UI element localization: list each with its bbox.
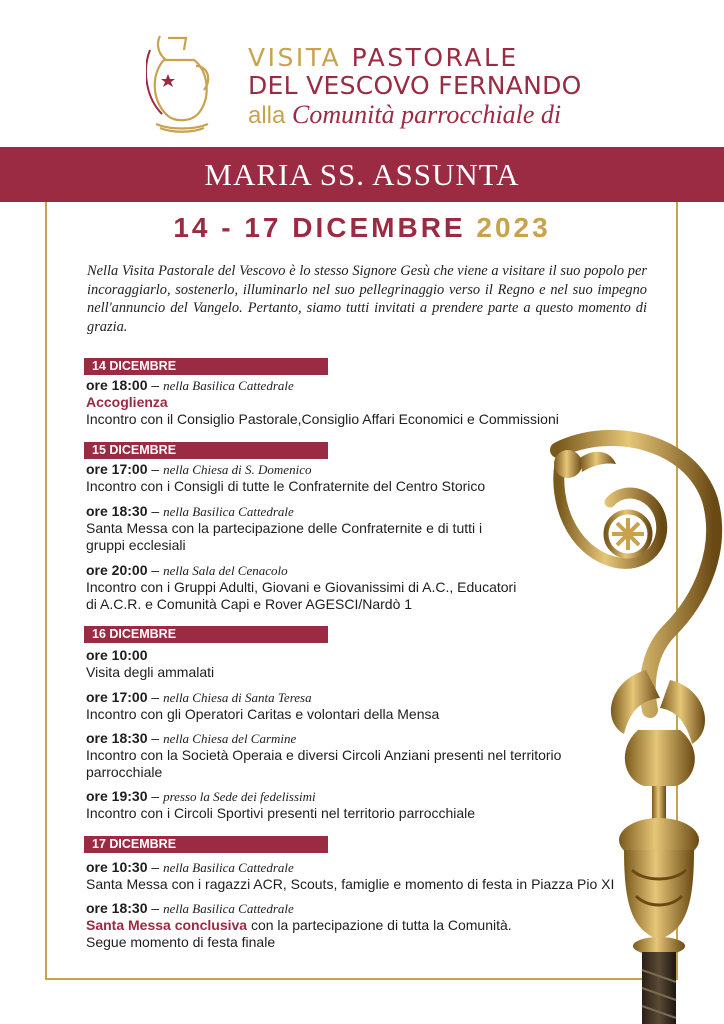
event-place: nella Chiesa di Santa Teresa	[163, 690, 312, 705]
header-line-1	[248, 44, 582, 72]
day-header-14: 14 DICEMBRE	[84, 358, 328, 375]
header-alla: alla	[248, 102, 286, 129]
event-description: con la partecipazione di tutta la Comunità.	[247, 917, 512, 933]
day-header-17: 17 DICEMBRE	[84, 836, 328, 853]
event-description-cont: Segue momento di festa finale	[86, 934, 276, 950]
crozier-image	[520, 430, 724, 1024]
header-comunita: Comunità parrocchiale di	[292, 100, 562, 129]
event-16-1830: ore 18:30 – nella Chiesa del Carmine Incontro con la Società Operaia e diversi Circoli Anziani presenti nel territorio parrocchiale	[86, 730, 626, 781]
event-14-1800: ore 18:00 – nella Basilica Cattedrale Accoglienza Incontro con il Consiglio Pastorale,Consiglio Affari Economici e Commissioni	[86, 377, 626, 428]
header-word-visita: VISITA	[248, 43, 342, 72]
header-word-pastorale: PASTORALE	[351, 43, 519, 72]
event-15-2000: ore 20:00 – nella Sala del Cenacolo Incontro con i Gruppi Adulti, Giovani e Giovanissimi di A.C., Educatori di A.C.R. e Comunità Capi e Rover AGESCI/Nardò 1	[86, 562, 626, 613]
header-title	[248, 44, 582, 131]
event-time: ore 18:30	[86, 730, 148, 746]
header-line-3	[248, 100, 582, 131]
event-place: nella Basilica Cattedrale	[163, 378, 294, 393]
date-year: 2023	[476, 212, 551, 243]
event-description-cont: di A.C.R. e Comunità Capi e Rover AGESCI/Nardò 1	[86, 596, 413, 612]
event-place: nella Sala del Cenacolo	[163, 563, 288, 578]
event-15-1830: ore 18:30 – nella Basilica Cattedrale Santa Messa con la partecipazione delle Confraternite e di tutti i gruppi ecclesiali	[86, 503, 626, 554]
jug-logo-icon	[146, 30, 218, 134]
event-time: ore 18:30	[86, 503, 148, 519]
event-description-cont: parrocchiale	[86, 764, 163, 780]
event-place: nella Basilica Cattedrale	[163, 901, 294, 916]
event-time: ore 10:00	[86, 647, 148, 663]
visit-dates	[0, 212, 724, 244]
day-header-16: 16 DICEMBRE	[84, 626, 328, 643]
event-17-1830: ore 18:30 – nella Basilica Cattedrale Santa Messa conclusiva con la partecipazione di tutta la Comunità. Segue momento di festa finale	[86, 900, 626, 951]
event-16-1700: ore 17:00 – nella Chiesa di Santa Teresa Incontro con gli Operatori Caritas e volontari della Mensa	[86, 689, 626, 723]
event-place: nella Chiesa di S. Domenico	[163, 462, 312, 477]
event-place: nella Basilica Cattedrale	[163, 860, 294, 875]
intro-paragraph: Nella Visita Pastorale del Vescovo è lo stesso Signore Gesù che viene a visitare il suo popolo per incoraggiarlo, sostenerlo, illuminarlo nel suo pellegrinaggio verso il Regno e nel suo impegno nell'annuncio del Vangelo. Pertanto, siamo tutti invitati a prendere parte a questo momento di grazia.	[87, 263, 647, 335]
parish-banner	[0, 147, 724, 202]
event-description: Santa Messa con i ragazzi ACR, Scouts, famiglie e momento di festa in Piazza Pio XI	[86, 876, 615, 892]
date-range: 14 - 17 DICEMBRE	[173, 212, 466, 243]
event-time: ore 17:00	[86, 461, 148, 477]
event-description: Incontro con i Circoli Sportivi presenti nel territorio parrocchiale	[86, 805, 476, 821]
frame-left-border	[45, 202, 47, 980]
day-header-15: 15 DICEMBRE	[84, 442, 328, 459]
event-description: Incontro con i Consigli di tutte le Confraternite del Centro Storico	[86, 478, 486, 494]
event-description: Incontro con i Gruppi Adulti, Giovani e Giovanissimi di A.C., Educatori	[86, 579, 517, 595]
event-place: presso la Sede dei fedelissimi	[163, 789, 316, 804]
event-16-1930: ore 19:30 – presso la Sede dei fedelissimi Incontro con i Circoli Sportivi presenti nel territorio parrocchiale	[86, 788, 626, 822]
event-17-1030: ore 10:30 – nella Basilica Cattedrale Santa Messa con i ragazzi ACR, Scouts, famiglie e momento di festa in Piazza Pio XI	[86, 859, 626, 893]
event-description: Incontro con il Consiglio Pastorale,Consiglio Affari Economici e Commissioni	[86, 411, 559, 427]
event-15-1700: ore 17:00 – nella Chiesa di S. Domenico Incontro con i Consigli di tutte le Confraternite del Centro Storico	[86, 461, 626, 495]
parish-name: MARIA SS. ASSUNTA	[204, 157, 520, 192]
event-time: ore 18:30	[86, 900, 148, 916]
event-time: ore 20:00	[86, 562, 148, 578]
event-time: ore 18:00	[86, 377, 148, 393]
event-description: Incontro con la Società Operaia e diversi Circoli Anziani presenti nel territorio	[86, 747, 562, 763]
event-description: Incontro con gli Operatori Caritas e volontari della Mensa	[86, 706, 440, 722]
event-time: ore 19:30	[86, 788, 148, 804]
event-time: ore 17:00	[86, 689, 148, 705]
event-highlight: Accoglienza	[86, 394, 168, 410]
event-place: nella Basilica Cattedrale	[163, 504, 294, 519]
event-description-cont: gruppi ecclesiali	[86, 537, 186, 553]
event-highlight: Santa Messa conclusiva	[86, 917, 248, 933]
event-description: Santa Messa con la partecipazione delle Confraternite e di tutti i	[86, 520, 483, 536]
event-time: ore 10:30	[86, 859, 148, 875]
header-line-2: DEL VESCOVO FERNANDO	[248, 71, 582, 100]
event-description: Visita degli ammalati	[86, 664, 215, 680]
event-place: nella Chiesa del Carmine	[163, 731, 297, 746]
